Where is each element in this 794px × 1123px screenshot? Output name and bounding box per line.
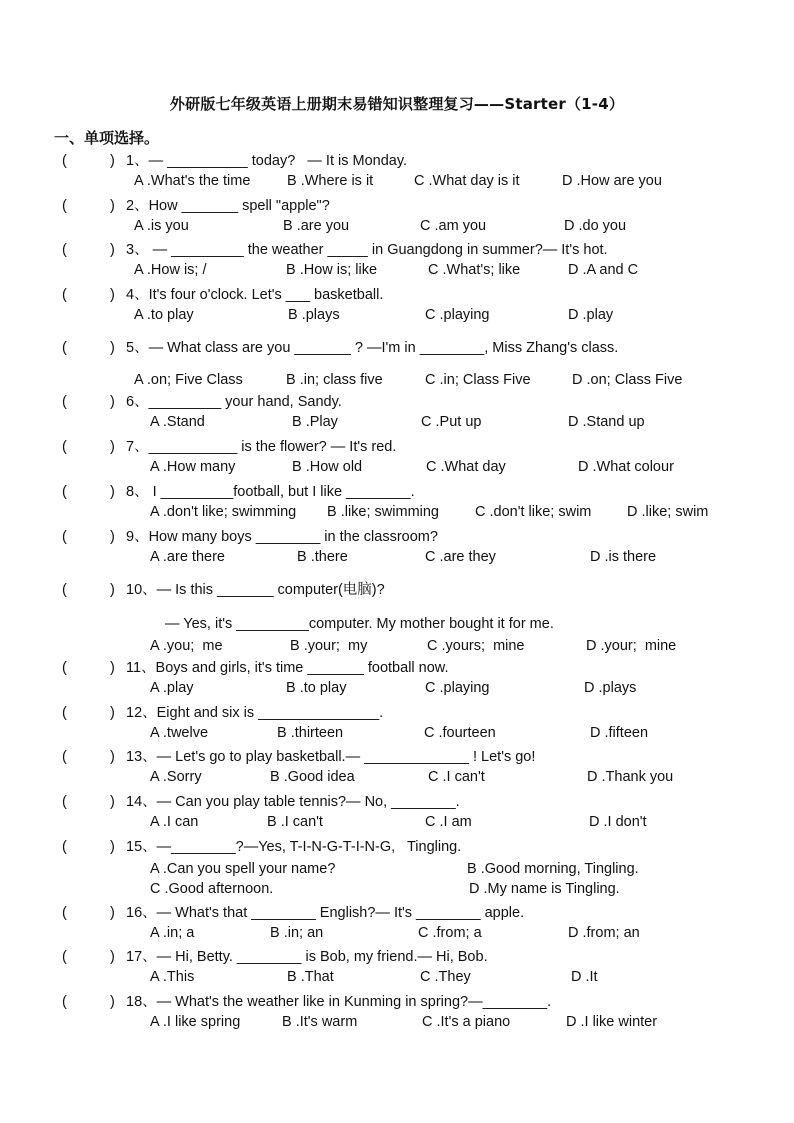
answer-paren-right: ) <box>110 529 115 545</box>
option-a[interactable]: A .How many <box>150 459 236 475</box>
option-d[interactable]: D .on; Class Five <box>572 372 683 388</box>
answer-paren-right: ) <box>110 660 115 676</box>
option-a[interactable]: A .in; a <box>150 925 195 941</box>
option-a[interactable]: A .don't like; swimming <box>150 504 297 520</box>
question-stem-continued: — Yes, it's _________computer. My mother bought it for me. <box>165 616 554 632</box>
answer-paren-left: ( <box>62 484 67 500</box>
answer-paren-right: ) <box>110 949 115 965</box>
option-c[interactable]: C .What day is it <box>414 173 520 189</box>
question-stem: 6、_________ your hand, Sandy. <box>126 394 342 410</box>
question-stem: 18、— What's the weather like in Kunming in spring?—________. <box>126 994 552 1010</box>
option-b[interactable]: B .to play <box>286 680 347 696</box>
answer-paren-left: ( <box>62 529 67 545</box>
option-b[interactable]: B .like; swimming <box>327 504 439 520</box>
answer-paren-left: ( <box>62 439 67 455</box>
answer-paren-right: ) <box>110 287 115 303</box>
question-stem: 11、Boys and girls, it's time _______ football now. <box>126 660 449 676</box>
answer-paren-left: ( <box>62 198 67 214</box>
question-stem: 5、— What class are you _______ ? —I'm in ________, Miss Zhang's class. <box>126 340 619 356</box>
question-stem: 9、How many boys ________ in the classroom? <box>126 529 438 545</box>
option-d[interactable]: D .Thank you <box>587 769 674 785</box>
option-c[interactable]: C .playing <box>425 307 490 323</box>
page-title: 外研版七年级英语上册期末易错知识整理复习——Starter（1-4） <box>169 95 625 113</box>
question-stem: 7、___________ is the flower? — It's red. <box>126 439 397 455</box>
answer-paren-left: ( <box>62 394 67 410</box>
option-d[interactable]: D .My name is Tingling. <box>469 881 620 897</box>
answer-paren-left: ( <box>62 949 67 965</box>
option-c[interactable]: C .Good afternoon. <box>150 881 274 897</box>
answer-paren-right: ) <box>110 198 115 214</box>
answer-paren-left: ( <box>62 582 67 598</box>
option-d[interactable]: D .I don't <box>589 814 647 830</box>
answer-paren-right: ) <box>110 839 115 855</box>
option-c[interactable]: C .I can't <box>428 769 485 785</box>
option-d[interactable]: D .from; an <box>568 925 640 941</box>
question-stem: 1、— __________ today? — It is Monday. <box>126 153 408 169</box>
answer-paren-right: ) <box>110 994 115 1010</box>
option-a[interactable]: A .I can <box>150 814 199 830</box>
option-b[interactable]: B .Good morning, Tingling. <box>467 861 639 877</box>
answer-paren-left: ( <box>62 705 67 721</box>
option-c[interactable]: C .They <box>420 969 471 985</box>
option-c[interactable]: C .fourteen <box>424 725 496 741</box>
option-a[interactable]: A .How is; / <box>134 262 207 278</box>
option-b[interactable]: B .How old <box>292 459 363 475</box>
question-stem: 17、— Hi, Betty. ________ is Bob, my friend.— Hi, Bob. <box>126 949 488 965</box>
option-a[interactable]: A .Sorry <box>150 769 202 785</box>
option-a[interactable]: A .are there <box>150 549 225 565</box>
option-b[interactable]: B .Where is it <box>287 173 374 189</box>
option-d[interactable]: D .do you <box>564 218 627 234</box>
option-d[interactable]: D .like; swim <box>627 504 709 520</box>
answer-paren-left: ( <box>62 242 67 258</box>
option-a[interactable]: A .Stand <box>150 414 205 430</box>
answer-paren-left: ( <box>62 794 67 810</box>
option-b[interactable]: B .Play <box>292 414 338 430</box>
answer-paren-right: ) <box>110 439 115 455</box>
answer-paren-right: ) <box>110 153 115 169</box>
option-b[interactable]: B .there <box>297 549 348 565</box>
option-c[interactable]: C .are they <box>425 549 496 565</box>
option-b[interactable]: B .plays <box>288 307 340 323</box>
option-c[interactable]: C .What day <box>426 459 506 475</box>
question-stem: 12、Eight and six is _______________. <box>126 705 384 721</box>
question-stem: 3、 — _________ the weather _____ in Guangdong in summer?— It's hot. <box>126 242 608 258</box>
answer-paren-left: ( <box>62 749 67 765</box>
option-c[interactable]: C .It's a piano <box>422 1014 511 1030</box>
question-stem: 10、— Is this _______ computer(电脑)? <box>126 582 385 598</box>
option-c[interactable]: C .playing <box>425 680 490 696</box>
option-a[interactable]: A .This <box>150 969 195 985</box>
question-stem: 8、 I _________football, but I like ________. <box>126 484 415 500</box>
option-a[interactable]: A .Can you spell your name? <box>150 861 336 877</box>
option-b[interactable]: B .in; an <box>270 925 324 941</box>
option-a[interactable]: A .twelve <box>150 725 209 741</box>
answer-paren-left: ( <box>62 340 67 356</box>
answer-paren-left: ( <box>62 287 67 303</box>
section-heading: 一、单项选择。 <box>54 129 160 147</box>
option-b[interactable]: B .thirteen <box>277 725 344 741</box>
answer-paren-right: ) <box>110 340 115 356</box>
option-d[interactable]: D .I like winter <box>566 1014 658 1030</box>
option-b[interactable]: B .That <box>287 969 334 985</box>
option-b[interactable]: B .your; my <box>290 638 368 654</box>
option-a[interactable]: A .is you <box>134 218 189 234</box>
question-stem: 13、— Let's go to play basketball.— _____________ ! Let's go! <box>126 749 536 765</box>
option-d[interactable]: D .Stand up <box>568 414 645 430</box>
option-b[interactable]: B .It's warm <box>282 1014 358 1030</box>
option-a[interactable]: A .play <box>150 680 194 696</box>
option-d[interactable]: D .play <box>568 307 614 323</box>
option-b[interactable]: B .Good idea <box>270 769 355 785</box>
answer-paren-right: ) <box>110 484 115 500</box>
answer-paren-right: ) <box>110 242 115 258</box>
option-b[interactable]: B .in; class five <box>286 372 383 388</box>
question-stem: 14、— Can you play table tennis?— No, ________. <box>126 794 460 810</box>
option-c[interactable]: C .don't like; swim <box>475 504 592 520</box>
answer-paren-right: ) <box>110 705 115 721</box>
answer-paren-right: ) <box>110 905 115 921</box>
question-stem: 15、—________?—Yes, T-I-N-G-T-I-N-G, Tingling. <box>126 839 462 855</box>
option-d[interactable]: D .is there <box>590 549 657 565</box>
option-c[interactable]: C .I am <box>425 814 472 830</box>
option-c[interactable]: C .Put up <box>421 414 482 430</box>
option-c[interactable]: C .from; a <box>418 925 482 941</box>
answer-paren-right: ) <box>110 394 115 410</box>
option-c[interactable]: C .yours; mine <box>427 638 525 654</box>
answer-paren-left: ( <box>62 660 67 676</box>
answer-paren-right: ) <box>110 582 115 598</box>
option-a[interactable]: A .you; me <box>150 638 223 654</box>
option-d[interactable]: D .fifteen <box>590 725 649 741</box>
option-a[interactable]: A .I like spring <box>150 1014 241 1030</box>
option-c[interactable]: C .in; Class Five <box>425 372 531 388</box>
option-d[interactable]: D .plays <box>584 680 637 696</box>
question-stem: 2、How _______ spell "apple"? <box>126 198 330 214</box>
option-a[interactable]: A .to play <box>134 307 194 323</box>
answer-paren-left: ( <box>62 905 67 921</box>
answer-paren-right: ) <box>110 794 115 810</box>
option-a[interactable]: A .on; Five Class <box>134 372 243 388</box>
answer-paren-left: ( <box>62 994 67 1010</box>
option-b[interactable]: B .are you <box>283 218 350 234</box>
answer-paren-left: ( <box>62 839 67 855</box>
option-b[interactable]: B .How is; like <box>286 262 378 278</box>
option-c[interactable]: C .What's; like <box>428 262 521 278</box>
answer-paren-left: ( <box>62 153 67 169</box>
question-stem: 16、— What's that ________ English?— It's ________ apple. <box>126 905 525 921</box>
option-d[interactable]: D .A and C <box>568 262 639 278</box>
answer-paren-right: ) <box>110 749 115 765</box>
option-d[interactable]: D .How are you <box>562 173 662 189</box>
option-c[interactable]: C .am you <box>420 218 487 234</box>
option-a[interactable]: A .What's the time <box>134 173 251 189</box>
question-stem: 4、It's four o'clock. Let's ___ basketball. <box>126 287 384 303</box>
option-d[interactable]: D .What colour <box>578 459 674 475</box>
option-d[interactable]: D .your; mine <box>586 638 677 654</box>
option-b[interactable]: B .I can't <box>267 814 323 830</box>
option-d[interactable]: D .It <box>571 969 598 985</box>
